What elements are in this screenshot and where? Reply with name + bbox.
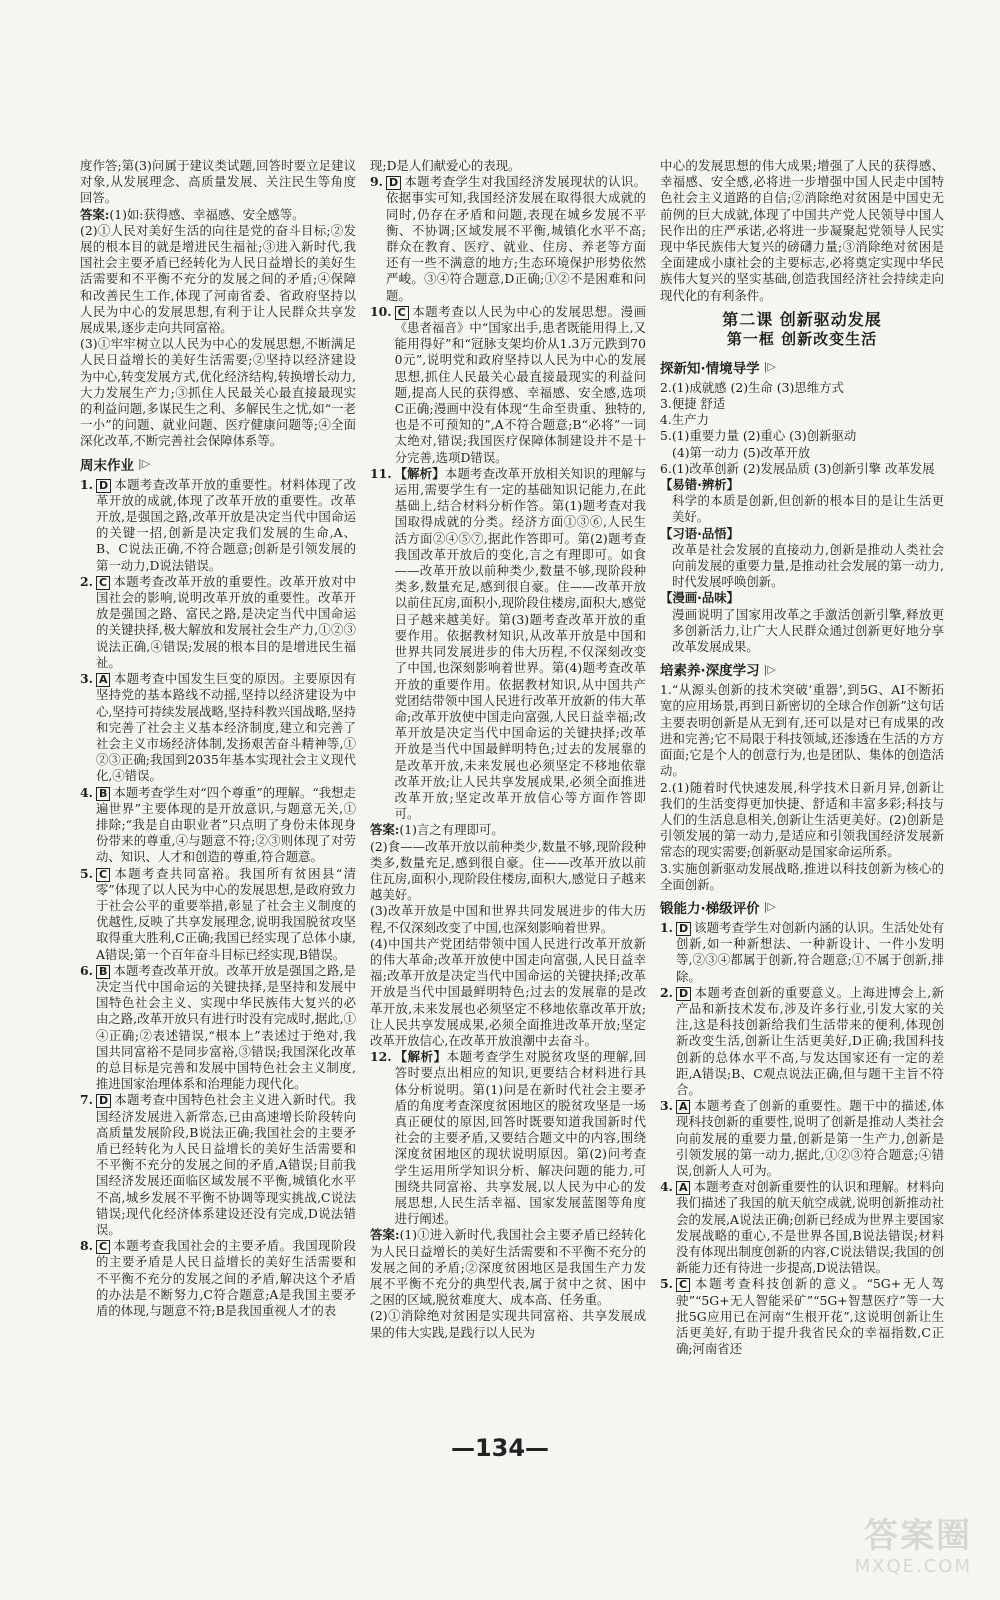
paragraph: 科学的本质是创新,但创新的根本目的是让生活更美好。 [672, 493, 944, 525]
answer-item [80, 963, 356, 1093]
question-number: 3. [80, 671, 93, 687]
topic-tag: 【漫画·品味】 [660, 590, 740, 606]
answer-label: 答案: [370, 1227, 400, 1243]
question-number: 1. [660, 919, 673, 935]
paragraph: (2)食——改革开放以前种类少,数量不够,现阶段种类多,数量充足,感到很自豪。住——改革开放以前住瓦房,面积小,现阶段住楼房,面积大,感觉日子越来越美好。 [370, 838, 646, 903]
question-number: 11. [370, 465, 392, 481]
answer-choice: B [96, 787, 110, 801]
answer-choice: C [96, 576, 110, 590]
answer-choice: A [96, 673, 111, 687]
question-number: 12. [370, 1049, 392, 1065]
paragraph: 1.“从源头创新的技术突破‘重器’,到5G、AI不断拓宽的应用场景,再到日新密切的全球合作创新”这句话主要表明创新是从无到有,还可以是对已有成果的改进和完善;它不局限于科技领域,还渗透在生活的方方面面;它是个人的创意行为,也是团队、集体的创造活动。 [660, 682, 944, 779]
paragraph: (2)①人民对美好生活的向往是党的奋斗目标;②发展的根本目的就是增进民生福祉;③进入新时代,我国社会主要矛盾已经转化为人民日益增长的美好生活需要和不平衡不充分的发展之间的矛盾;④保障和改善民生工作,体现了河南省委、省政府坚持以人民为中心的发展思想,有利于让人民群众共享发展成果,逐步走向共同富裕。 [80, 222, 356, 336]
answer-text: 本题考查改革开放的重要性。改革开放对中国社会的影响,说明改革开放的重要性。改革开放是强国之路、富民之路,是决定当代中国命运的关键抉择,极大解放和发展社会生产力,①②③说法正确,④错误;发展的根本目的是增进民生福祉。 [95, 573, 356, 670]
topic-tag: 【易错·辨析】 [660, 477, 740, 493]
analysis-tag: 【解析】 [394, 465, 445, 481]
answer-choice: D [676, 987, 691, 1001]
paragraph [370, 1227, 646, 1308]
answer-text: 本题考查我国社会的主要矛盾。我国现阶段的主要矛盾是人民日益增长的美好生活需要和不平衡不充分的发展之间的矛盾,解决这个矛盾的办法是不断努力,C符合题意;A是我国主要矛盾的体现,与题意不符;B是我国重视人才的表 [95, 1238, 356, 1319]
paragraph [370, 822, 646, 838]
arrow-icon: |▷ [763, 360, 776, 374]
answer-text: (1)如:获得感、幸福感、安全感等。 [109, 206, 305, 222]
question-number: 10. [370, 303, 392, 319]
question-number: 1. [80, 476, 93, 492]
answer-text: 本题考查了创新的重要性。题干中的描述,体现科技创新的重要性,说明了创新是推动人类社会向前发展的重要力量,创新是第一生产力,创新是引领发展的第一动力,据此,①②③符合题意;④错误,创新人人可为。 [675, 1098, 944, 1178]
paragraph: (4)中国共产党团结带领中国人民进行改革开放新的伟大革命;改革开放使中国走向富强,人民日益幸福;改革开放是决定当代中国命运的关键抉择;改革开放是当代中国最鲜明特色;过去的发展靠的是改革开放,未来发展也必须坚定不移地依靠改革开放;让人民共享发展成果,必须全面推进改革开放;坚定改革开放信心,在改革开放浪潮中去奋斗。 [370, 935, 646, 1048]
frame-title: 第一框 创新改变生活 [726, 329, 878, 348]
answer-list [660, 380, 944, 477]
answer-text: 本题考查改革开放。改革开放是强国之路,是决定当代中国命运的关键抉择,是坚持和发展中国特色社会主义、实现中华民族伟大复兴的必由之路,改革开放只有进行时没有完成时,据此,①④正确;②表述错误,“根本上”表述过于绝对,我国共同富裕不是同步富裕,③错误;我国深化改革的总目标是完善和发展中国特色社会主义制度,推进国家治理体系和治理能力现代化。 [95, 962, 356, 1092]
answer-text: 本题考查科技创新的意义。“5G+无人驾驶”“5G+无人智能采矿”“5G+智慧医疗”等一大批5G应用已在河南“生根开花”,这说明创新让生活更美好,有助于提升我省民众的幸福指数,C正确;河南省还 [675, 1276, 944, 1357]
answer-item [660, 1098, 944, 1179]
answer-item [80, 866, 356, 963]
watermark-logo [822, 1516, 972, 1578]
answer-choice: D [96, 1094, 111, 1108]
paragraph: 漫画说明了国家用改革之手激活创新引擎,释放更多创新活力,让广大人民群众通过创新更好地分享改革发展成果。 [672, 606, 944, 655]
answer-text: 本题考查创新的重要意义。上海进博会上,新产品和新技术发布,涉及许多行业,引发大家的关注,这是科技创新给我们生活带来的便利,体现创新改变生活,创新让生活更美好,D正确;我国科技创新的总体水平不高,与发达国家还有一定的差距,A错误;B、C观点说法正确,但与题干主旨不符合。 [675, 984, 944, 1097]
question-number: 6. [80, 962, 93, 978]
paragraph [80, 207, 356, 223]
question-number: 7. [80, 1092, 93, 1108]
page-number: —134— [450, 1434, 550, 1462]
paragraph: 3.实施创新驱动发展战略,推进以科技创新为核心的全面创新。 [660, 860, 944, 892]
answer-item [80, 1238, 356, 1319]
answer-item [80, 574, 356, 671]
watermark-text: 答案圈 [864, 1516, 972, 1556]
answer-text: 本题考查改革开放的重要性。材料体现了改革开放的成就,体现了改革开放的重要性。改革开放,是强国之路,改革开放是决定当代中国命运的关键一招,创新是决定我们发展的生命,A、B、C说法正确,不符合题意;创新是引领发展的第一动力,D说法错误。 [95, 476, 356, 573]
watermark-url: MXQE.COM [854, 1556, 972, 1577]
paragraph: (3)①牢牢树立以人民为中心的发展思想,不断满足人民日益增长的美好生活需要;②坚持以经济建设为中心,转变发展方式,优化经济结构,转换增长动力,大力发展生产力;③抓住人民最关心最直接最现实的利益问题,多谋民生之利、多解民生之忧,如“一老一小”的问题、就业问题、医疗健康问题等;④全面深化改革,不断完善社会保障体系等。 [80, 336, 356, 449]
section-heading [660, 659, 944, 679]
answer-text: 本题考查共同富裕。我国所有贫困县“清零”体现了以人民为中心的发展思想,是政府致力于社会公平的重要举措,彰显了社会主义制度的优越性,反映了共享发展理念,说明我国脱贫攻坚取得重大胜利,C正确;我国已经实现了总体小康,A错误;第一个百年奋斗目标已经实现,B错误。 [95, 865, 356, 962]
paragraph: (2)①消除绝对贫困是实现共同富裕、共享发展成果的伟大实践,是践行以人民为 [370, 1308, 646, 1340]
answer-item [660, 920, 944, 985]
section-title: 锻能力·梯级评价 [660, 900, 760, 917]
answer-text: (1)言之有理即可。 [399, 822, 504, 838]
list-item: 3.便捷 舒适 [660, 396, 726, 412]
column-2 [370, 158, 646, 1418]
answer-item [80, 671, 356, 784]
answer-text: 本题考查学生对“四个尊重”的理解。“我想走遍世界”主要体现的是开放意识,与题意无关,①排除;“我是自由职业者”只点明了身份未体现身份带来的尊重,④与题意不符;②③则体现了对劳动、知识、人才和创造的尊重,符合题意。 [95, 784, 356, 865]
answer-label: 答案: [80, 206, 110, 222]
paragraph: 2.(1)随着时代快速发展,科学技术日新月异,创新让我们的生活变得更加快捷、舒适和丰富多彩;科技与人们的生活息息相关,创新让生活更美好。(2)创新是引领发展的第一动力,是适应和引领我国经济发展新常态的现实需要;创新驱动是国家命运所系。 [660, 779, 944, 860]
answer-text: 本题考查改革开放相关知识的理解与运用,需要学生有一定的基础知识记能力,在此基础上,结合材料分析作答。第(1)题考查对我国取得成就的分类。经济方面①③⑥,人民生活方面②④⑤⑦,据此作答即可。第(2)题考查我国改革开放后的变化,言之有理即可。如食——改革开放以前种类少,数量不够,现阶段种类多,数量充足,感到很自豪。住——改革开放以前住瓦房,面积小,现阶段住楼房,面积大,感觉日子越来越美好。第(3)题考查改革开放的重要作用。依据教材知识,从改革开放是中国和世界共同发展进步的伟大历程,不仅深刻改变了中国,也深刻影响着世界。第(4)题考查改革开放的重要作用。依据教材知识,从中国共产党团结带领中国人民进行改革开放新的伟大革命;改革开放使中国走向富强,人民日益幸福;改革开放是决定当代中国命运的关键抉择;改革开放是当代中国最鲜明特色;过去的发展靠的是改革开放,未来发展也必须坚定不移地依靠改革开放;让人民共享发展成果,必须全面推进改革开放;坚定改革开放信心等方面作答即可。 [394, 465, 646, 822]
list-item: 2.(1)成就感 (2)生命 (3)思维方式 [660, 379, 844, 395]
answer-item [80, 1092, 356, 1238]
topic-tag: 【习语·品悟】 [660, 525, 740, 541]
section-title: 探新知·情境导学 [660, 360, 760, 377]
column-3 [660, 158, 944, 1418]
column-1 [80, 158, 356, 1418]
answer-text: 该题考查学生对创新内涵的认识。生活处处有创新,如一种新想法、一种新设计、一件小发明等,②③④都属于创新,符合题意;①不属于创新,排除。 [675, 919, 944, 984]
answer-choice: C [96, 1240, 110, 1254]
answer-text: 本题考查对创新重要性的认识和理解。材料向我们描述了我国的航天航空成就,说明创新推动社会的发展,A说法正确;创新已经成为世界主要国家发展战略的重心,不是世界各国,B说法错误;材料没有体现出制度创新的内容,C说法错误;我国的创新能力还有待进一步提高,D说法错误。 [675, 1179, 944, 1276]
paragraph: (3)改革开放是中国和世界共同发展进步的伟大历程,不仅深刻改变了中国,也深刻影响着世界。 [370, 903, 646, 935]
question-number: 2. [660, 984, 673, 1000]
answer-item [660, 985, 944, 1098]
section-title: 周末作业 [80, 457, 134, 474]
answer-text: 本题考查学生对脱贫攻坚的理解,回答时要点出相应的知识,更要结合材料进行具体分析说明。第(1)问是在新时代社会主要矛盾的角度考查深度贫困地区的脱贫攻坚是一场真正硬仗的原因,回答时既要知道我国新时代社会的主要矛盾,又要结合题文中的内容,围绕深度贫困地区的现状说明原因。第(2)问考查学生运用所学知识分析、解决问题的能力,可围绕共同富裕、共享发展,以人民为中心的发展思想,人民生活幸福、国家发展蓝图等角度进行阐述。 [394, 1049, 646, 1227]
list-item: (4)第一动力 (5)改革开放 [672, 444, 811, 460]
arrow-icon: |▷ [763, 662, 776, 676]
arrow-icon: |▷ [763, 900, 776, 914]
answer-item [80, 477, 356, 574]
answer-choice: C [676, 1278, 690, 1292]
list-item: 4.生产力 [660, 412, 709, 428]
list-item: 5.(1)重要力量 (2)重心 (3)创新驱动 [660, 428, 857, 444]
answer-label: 答案: [370, 822, 400, 838]
answer-item [370, 466, 646, 822]
question-number: 2. [80, 573, 93, 589]
answer-text: 本题考查以人民为中心的发展思想。漫画《患者福音》中“国家出手,患者既能用得上,又能用得好”和“冠脉支架均价从1.3万元跌到700元”,说明党和政府坚持以人民为中心的发展思想,抓住人民最关心最直接最现实的利益问题,提高人民的获得感、幸福感、安全感,选项C正确;漫画中没有体现“生命至贵重、独特的,也是不可预知的”,A不符合题意;B“必将”一词太绝对,错误;我国医疗保障体制建设并不是十分完善,选项D错误。 [394, 303, 646, 465]
paragraph: 中心的发展思想的伟大成果;增强了人民的获得感、幸福感、安全感,必将进一步增强中国人民走中国特色社会主义道路的自信;②消除绝对贫困是中国史无前例的巨大成就,体现了中国共产党人民领导中国人民作出的庄严承诺,必将进一步凝聚起党领导人民实现中华民族伟大复兴的磅礴力量;③消除绝对贫困是全面建成小康社会的主要标志,必将奠定实现中华民族伟大复兴的坚实基础,创造我国经济社会持续走向现代化的有利条件。 [660, 158, 944, 303]
section-title: 培素养·深度学习 [660, 663, 760, 680]
paragraph: 度作答;第(3)问属于建议类试题,回答时要立足建议对象,从发展理念、高质量发展、关注民生等角度回答。 [80, 158, 356, 206]
question-number: 5. [80, 865, 93, 881]
answer-choice: D [676, 922, 691, 936]
page-body [80, 158, 946, 1418]
section-heading [80, 454, 356, 474]
answer-item [80, 785, 356, 866]
arrow-icon: |▷ [138, 457, 151, 471]
answer-choice: D [386, 176, 401, 190]
question-number: 4. [80, 784, 93, 800]
answer-choice: A [676, 1181, 691, 1195]
answer-choice: B [96, 965, 110, 979]
paragraph: 现;D是人们献爱心的表现。 [370, 158, 521, 173]
answer-item [660, 1179, 944, 1276]
question-number: 5. [660, 1276, 673, 1292]
analysis-tag: 【解析】 [394, 1049, 447, 1065]
list-item: 6.(1)改革创新 (2)发展品质 (3)创新引擎 改革发展 [660, 460, 935, 476]
question-number: 9. [370, 174, 383, 190]
section-heading [660, 357, 944, 377]
answer-item [370, 1049, 646, 1227]
section-heading [660, 897, 944, 917]
answer-text: 本题考查中国特色社会主义进入新时代。我国经济发展进入新常态,已由高速增长阶段转向高质量发展阶段,B说法正确;我国社会的主要矛盾已经转化为人民日益增长的美好生活需要和不平衡不充分的发展之间的矛盾,A错误;目前我国经济发展还面临区域发展不平衡,城镇化水平不高,城乡发展不平衡不协调等现实挑战,C说法错误;现代化经济体系建设还没有完成,D说法错误。 [95, 1092, 356, 1237]
answer-choice: C [395, 306, 409, 320]
question-number: 3. [660, 1098, 673, 1114]
answer-text: 本题考查中国发生巨变的原因。主要原因有坚持党的基本路线不动摇,坚持以经济建设为中心,坚持可持续发展战略,坚持科教兴国战略,坚持和完善了社会主义基本经济制度,建立和完善了社会主义市场经济体制,发扬艰苦奋斗精神等,①②③正确;我国到2035年基本实现社会主义现代化,④错误。 [95, 671, 356, 784]
answer-item [660, 1276, 944, 1357]
question-number: 8. [80, 1238, 93, 1254]
answer-text: (1)①进入新时代,我国社会主要矛盾已经转化为人民日益增长的美好生活需要和不平衡不充分的发展之间的矛盾;②深度贫困地区是我国生产力发展不平衡不充分的典型代表,属于贫中之贫、困中之困的区域,脱贫难度大、成本高、任务重。 [370, 1227, 646, 1308]
answer-choice: D [96, 479, 111, 493]
answer-item [370, 304, 646, 466]
answer-choice: A [676, 1100, 691, 1114]
paragraph: 改革是社会发展的直接动力,创新是推动人类社会向前发展的重要力量,是推动社会发展的第一动力,时代发展呼唤创新。 [672, 541, 944, 590]
lesson-title: 第二课 创新驱动发展 [722, 309, 882, 329]
answer-item [370, 174, 646, 304]
answer-choice: C [96, 868, 110, 882]
question-number: 4. [660, 1179, 673, 1195]
answer-text: 本题考查学生对我国经济发展现状的认识。依据事实可知,我国经济发展在取得很大成就的同时,仍存在矛盾和问题,表现在城乡发展不平衡、不协调;区域发展不平衡,城镇化水平不高;群众在教育、医疗、就业、住房、养老等方面还有一些不满意的地方;生态环境保护形势依然严峻。③④符合题意,D正确;①②不是困难和问题。 [385, 174, 646, 303]
